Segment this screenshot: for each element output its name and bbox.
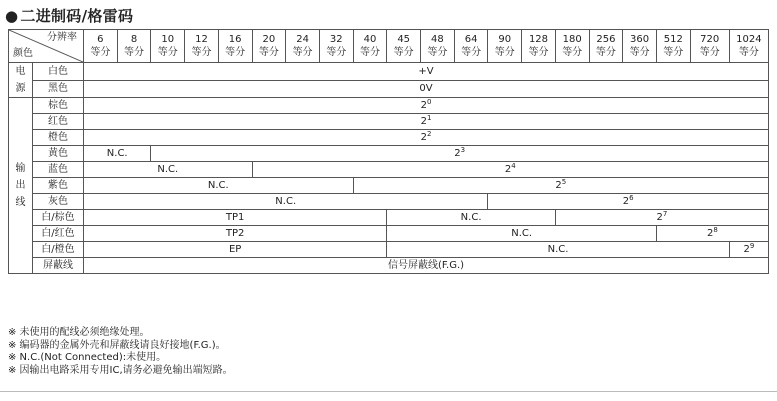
bit-cell: $2^4$ <box>252 162 768 178</box>
group-output: 输 出 线 <box>9 98 33 274</box>
res-header: 20 等分 <box>252 30 286 63</box>
notes <box>8 327 233 377</box>
table-row <box>9 258 769 274</box>
table-row <box>9 114 769 130</box>
wire-color: 灰色 <box>32 194 83 210</box>
wire-color: 蓝色 <box>32 162 83 178</box>
tp-cell: TP2 <box>84 226 387 242</box>
nc-cell: N.C. <box>84 162 253 178</box>
bit-cell: $2^6$ <box>488 194 769 210</box>
res-header: 40 等分 <box>353 30 387 63</box>
note-item: ※ N.C.(Not Connected):未使用。 <box>8 352 167 363</box>
res-header: 256 等分 <box>589 30 623 63</box>
signal-cell: 信号屏蔽线(F.G.) <box>84 258 769 274</box>
res-header: 128 等分 <box>522 30 556 63</box>
table-row <box>9 146 769 162</box>
table-row <box>9 98 769 114</box>
bit-cell: $2^1$ <box>84 114 769 130</box>
nc-cell: N.C. <box>84 178 354 194</box>
table-row <box>9 162 769 178</box>
wire-color: 白/红色 <box>32 226 83 242</box>
table-row <box>9 226 769 242</box>
resolution-label: 分辨率 <box>47 32 77 43</box>
bit-cell: $2^5$ <box>353 178 768 194</box>
res-header: 64 等分 <box>454 30 488 63</box>
group-power: 电 源 <box>9 63 33 98</box>
wire-color: 棕色 <box>32 98 83 114</box>
note-item: ※ 编码器的金属外壳和屏蔽线请良好接地(F.G.)。 <box>8 339 226 351</box>
table-row <box>9 210 769 226</box>
note-item: ※ 因输出电路采用专用IC,请务必避免输出端短路。 <box>8 364 233 376</box>
res-header: 90 等分 <box>488 30 522 63</box>
res-header: 512 等分 <box>656 30 690 63</box>
wire-color: 黑色 <box>32 80 83 98</box>
ep-cell: EP <box>84 242 387 258</box>
wire-color: 红色 <box>32 114 83 130</box>
bit-cell: $2^3$ <box>151 146 769 162</box>
res-header: 48 等分 <box>421 30 455 63</box>
bit-cell: $2^9$ <box>729 242 768 258</box>
table-row <box>9 242 769 258</box>
wire-color: 白/橙色 <box>32 242 83 258</box>
header-row <box>9 30 769 63</box>
res-header: 1024 等分 <box>729 30 768 63</box>
wire-color: 黄色 <box>32 146 83 162</box>
res-header: 16 等分 <box>218 30 252 63</box>
bit-cell: $2^2$ <box>84 130 769 146</box>
res-header: 180 等分 <box>555 30 589 63</box>
wire-color: 屏蔽线 <box>32 258 83 274</box>
res-header: 720 等分 <box>690 30 729 63</box>
nc-cell: N.C. <box>387 226 657 242</box>
wire-color: 橙色 <box>32 130 83 146</box>
res-header: 45 等分 <box>387 30 421 63</box>
res-header: 24 等分 <box>286 30 320 63</box>
bit-cell: $2^7$ <box>555 210 768 226</box>
nc-cell: N.C. <box>387 210 556 226</box>
color-label: 颜色 <box>13 48 33 59</box>
nc-cell: N.C. <box>84 194 488 210</box>
res-header: 6 等分 <box>84 30 118 63</box>
wiring-table <box>8 29 769 274</box>
res-header: 8 等分 <box>117 30 151 63</box>
res-header: 360 等分 <box>623 30 657 63</box>
signal-cell: 0V <box>84 80 769 98</box>
corner-header <box>9 30 84 63</box>
table-row <box>9 63 769 81</box>
title-text: 二进制码/格雷码 <box>20 7 134 25</box>
page-title <box>5 5 133 26</box>
bit-cell: $2^0$ <box>84 98 769 114</box>
table-row <box>9 178 769 194</box>
nc-cell: N.C. <box>84 146 151 162</box>
bottom-divider <box>0 391 777 392</box>
res-header: 10 等分 <box>151 30 185 63</box>
wire-color: 白色 <box>32 63 83 81</box>
res-header: 12 等分 <box>185 30 219 63</box>
res-header: 32 等分 <box>319 30 353 63</box>
table-row <box>9 194 769 210</box>
tp-cell: TP1 <box>84 210 387 226</box>
signal-cell: +V <box>84 63 769 81</box>
table-row <box>9 80 769 98</box>
wire-color: 白/棕色 <box>32 210 83 226</box>
bit-cell: $2^8$ <box>656 226 768 242</box>
wire-color: 紫色 <box>32 178 83 194</box>
note-item: ※ 未使用的配线必须绝缘处理。 <box>8 327 150 338</box>
nc-cell: N.C. <box>387 242 729 258</box>
table-row <box>9 130 769 146</box>
bullet-icon: ● <box>5 7 19 25</box>
